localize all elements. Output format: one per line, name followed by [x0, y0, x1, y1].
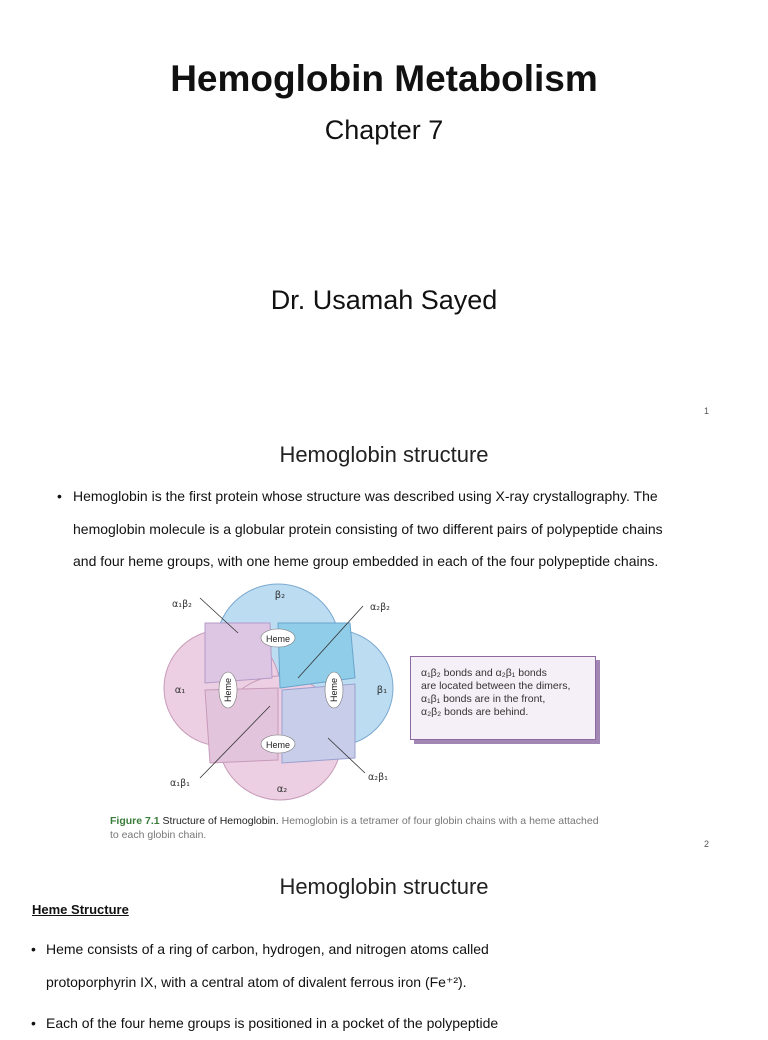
inner-alpha2-subunit [205, 688, 278, 763]
bullet-line: and four heme groups, with one heme group embedded in each of the four polypeptide chains. [73, 553, 659, 569]
slide-title: Hemoglobin structure [279, 442, 489, 467]
chain-label-alpha1: α₁ [174, 685, 186, 696]
bond-label-a1b1: α₁β₁ [170, 778, 190, 789]
chain-label-beta2: β₂ [274, 590, 286, 601]
bond-note-box [410, 656, 596, 740]
note-line: are located between the dimers, [421, 680, 571, 692]
bullet-line: protoporphyrin IX, with a central atom of divalent ferrous iron (Fe⁺²). [46, 973, 467, 990]
bullet-text [73, 480, 733, 578]
figure-caption-title: Structure of Hemoglobin. [162, 815, 279, 827]
slide-title: Hemoglobin structure [279, 874, 489, 899]
heme-label: Heme [329, 677, 339, 703]
author-name: Dr. Usamah Sayed [270, 285, 498, 315]
note-line: α₁β₁ bonds are in the front, [421, 693, 546, 705]
bond-label-a2b1: α₂β₁ [368, 772, 388, 783]
figure-caption-text: Hemoglobin is a tetramer of four globin chains with a heme attached [281, 815, 599, 827]
inner-beta1-subunit [282, 684, 355, 763]
hemoglobin-structure-diagram [160, 578, 400, 808]
bullet-text [46, 933, 746, 998]
note-line: α₁β₂ bonds and α₂β₁ bonds [421, 667, 547, 679]
heme-label: Heme [223, 677, 233, 703]
bullet-line: Heme consists of a ring of carbon, hydrogen, and nitrogen atoms called [46, 941, 489, 957]
bullet-line: hemoglobin molecule is a globular protein consisting of two different pairs of polypeptide chains [73, 520, 663, 537]
figure-label: Figure 7.1 [110, 815, 160, 827]
bond-label-a1b2: α₁β₂ [172, 599, 192, 610]
page-number: 2 [704, 839, 710, 849]
figure-caption-text: to each globin chain. [110, 829, 207, 841]
chain-label-alpha2: α₂ [276, 784, 288, 795]
section-heading: Heme Structure [32, 902, 129, 917]
bullet-line: Hemoglobin is the first protein whose structure was described using X-ray crystallography. The [73, 488, 658, 504]
figure-caption [110, 814, 670, 842]
bullet-marker: • [31, 1015, 36, 1031]
chain-label-beta1: β₁ [376, 685, 388, 696]
heme-label: Heme [265, 740, 291, 750]
bullet-marker: • [31, 941, 36, 957]
page-number: 1 [704, 406, 710, 416]
note-line: α₂β₂ bonds are behind. [421, 706, 529, 718]
inner-alpha1-subunit [205, 623, 272, 683]
bullet-marker: • [57, 488, 62, 504]
bond-label-a2b2: α₂β₂ [370, 602, 390, 613]
chapter-subtitle: Chapter 7 [324, 115, 444, 145]
heme-label: Heme [265, 634, 291, 644]
bullet-line: Each of the four heme groups is positioned in a pocket of the polypeptide [46, 1015, 499, 1031]
page-title: Hemoglobin Metabolism [170, 58, 598, 99]
bullet-text [46, 1007, 746, 1040]
